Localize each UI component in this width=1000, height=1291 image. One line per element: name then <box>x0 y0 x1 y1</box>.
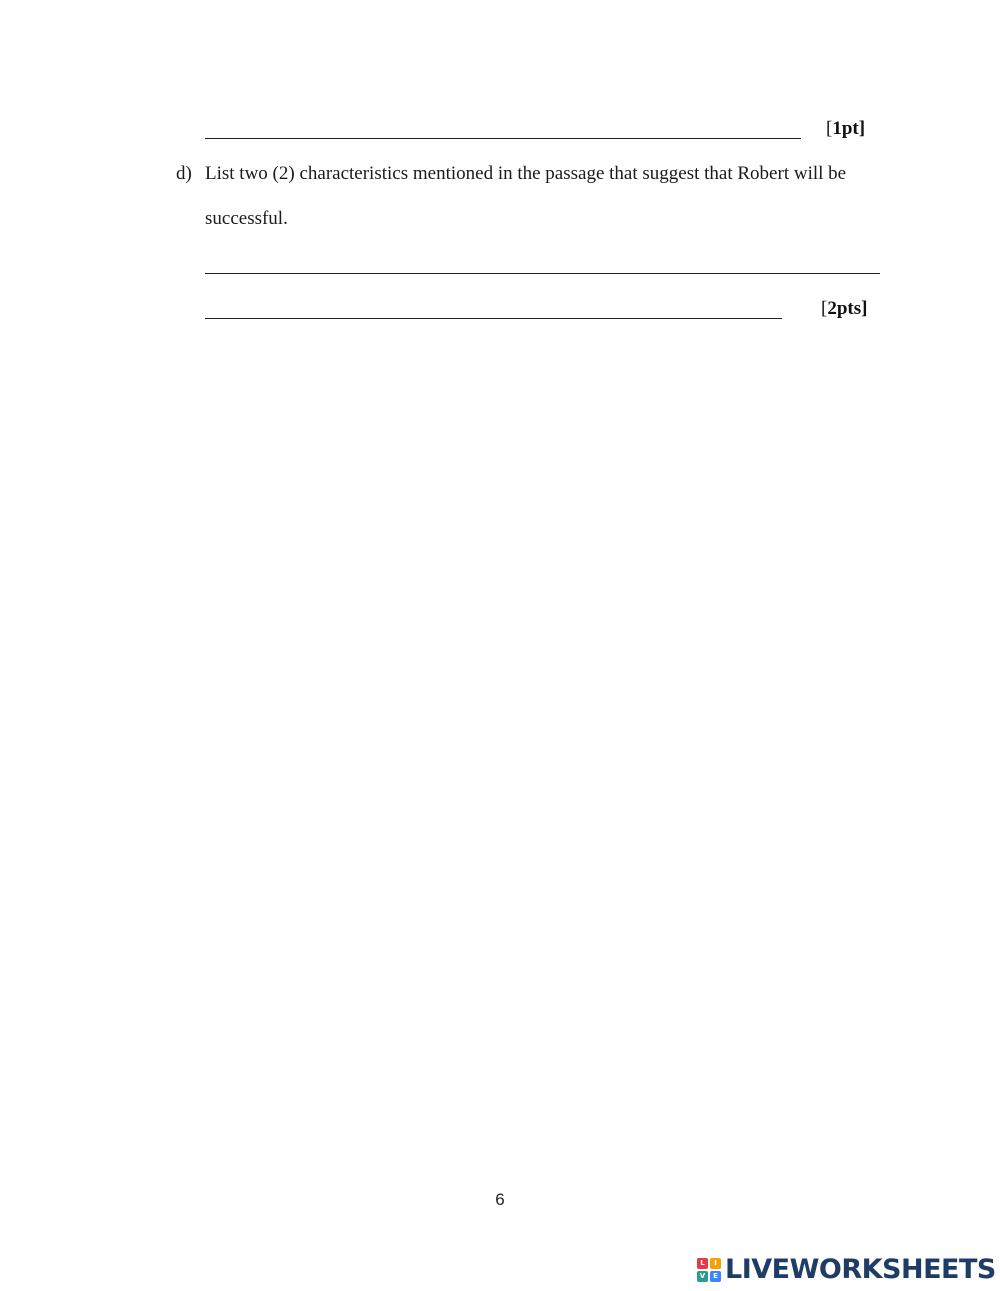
bracket-open: [ <box>821 298 828 319</box>
logo-text: LIVEWORKSHEETS <box>725 1254 996 1285</box>
bracket-close: ] <box>858 118 866 139</box>
bracket-open: [ <box>826 118 833 139</box>
logo-block: I <box>710 1258 721 1269</box>
logo-block: E <box>710 1271 721 1282</box>
bracket-close: ] <box>861 298 868 319</box>
logo-block: V <box>697 1271 708 1282</box>
answer-line-d-1[interactable] <box>205 273 880 274</box>
page-number: 6 <box>495 1190 505 1209</box>
points-value: 1pt <box>832 118 859 139</box>
points-label-d <box>821 298 867 320</box>
question-text-line-1: List two (2) characteristics mentioned in the passage that suggest that Robert will be <box>205 163 847 184</box>
liveworksheets-logo <box>697 1253 996 1287</box>
answer-line-c[interactable] <box>205 138 801 139</box>
logo-blocks-icon <box>697 1258 721 1282</box>
answer-line-d-2[interactable] <box>205 318 782 319</box>
question-text-line-2: successful. <box>205 208 288 229</box>
question-letter-d: d) <box>176 163 192 184</box>
points-label-c <box>826 118 865 140</box>
points-value: 2pts <box>827 298 862 319</box>
logo-block: L <box>697 1258 708 1269</box>
